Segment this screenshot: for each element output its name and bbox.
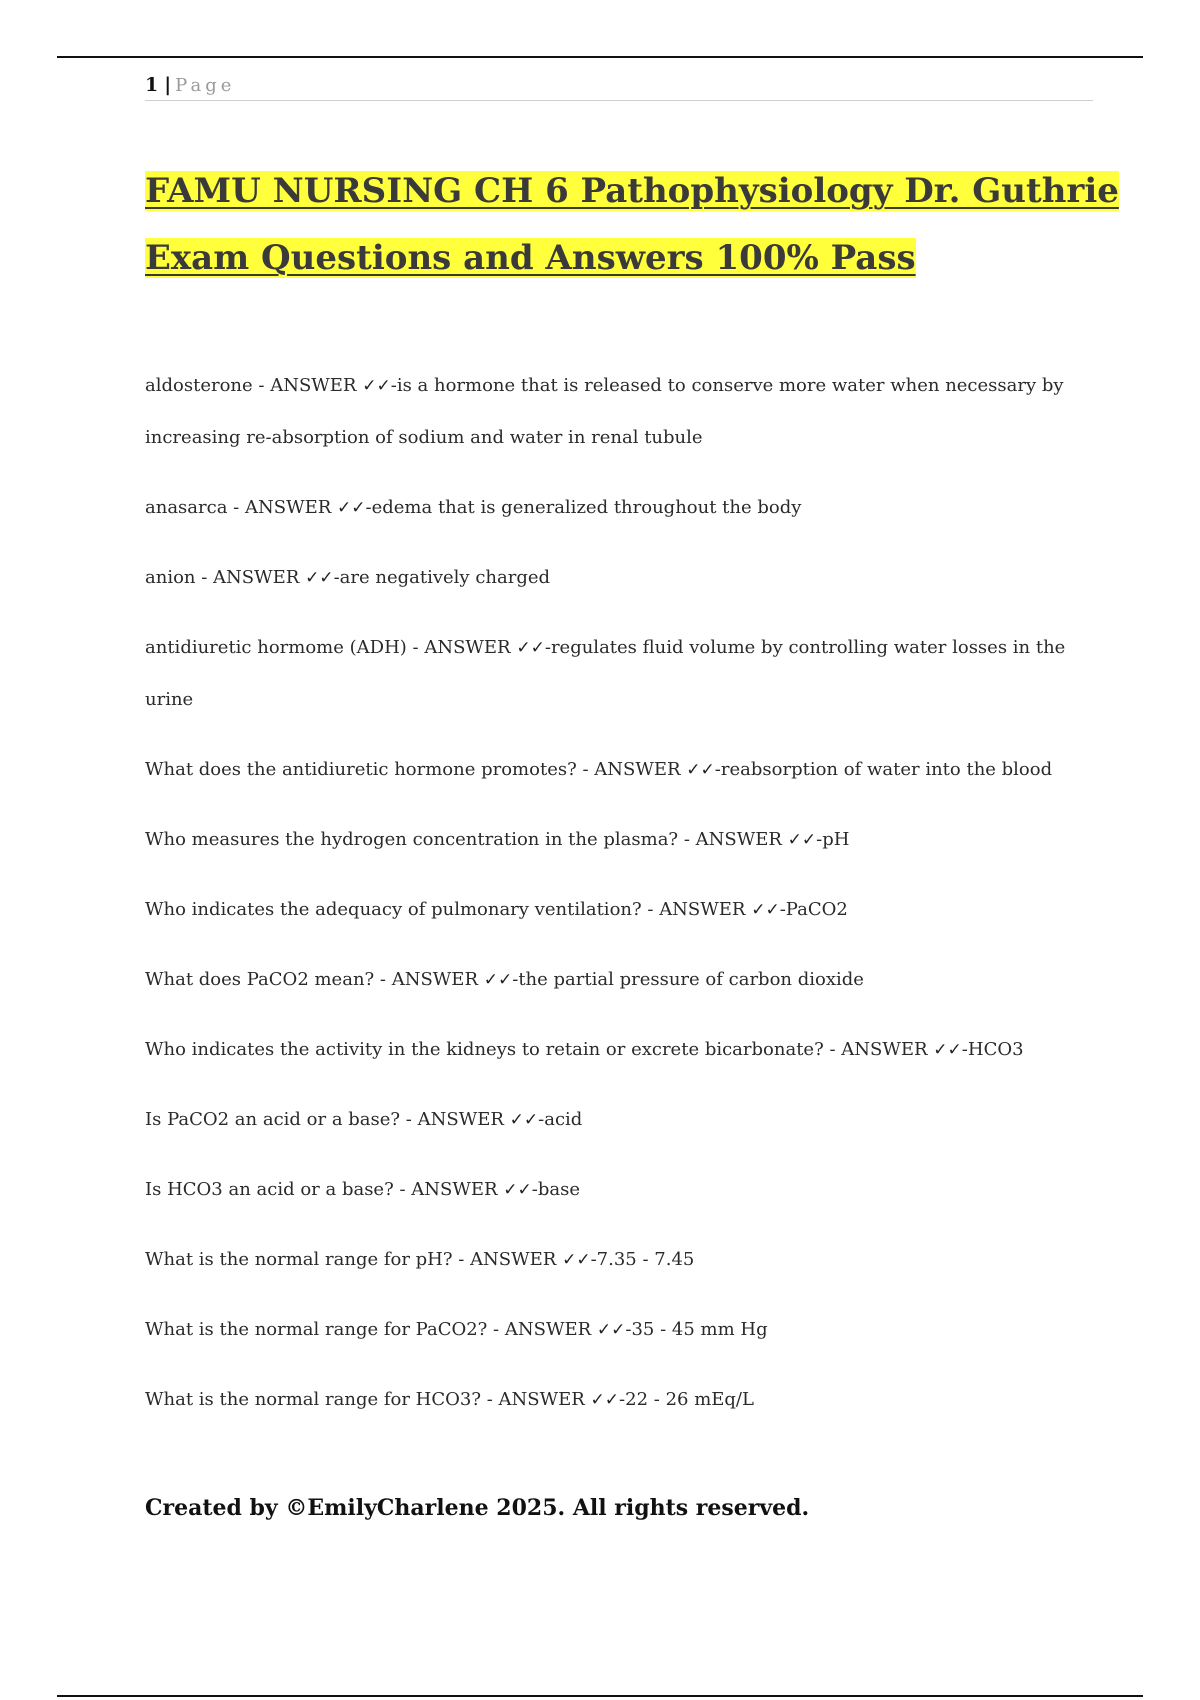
answer-label: ANSWER bbox=[594, 759, 681, 780]
page-separator: | bbox=[164, 74, 172, 96]
double-check-icon: ✓✓ bbox=[751, 900, 780, 920]
qa-answer: base bbox=[537, 1179, 581, 1200]
qa-item: What does the antidiuretic hormone promotes? - ANSWER ✓✓-reabsorption of water into the blood bbox=[145, 759, 1053, 780]
answer-label: ANSWER bbox=[244, 497, 332, 518]
qa-item: antidiuretic hormome (ADH) - ANSWER ✓✓-regulates fluid volume by controlling water losses in the urine bbox=[145, 637, 1066, 710]
page-number: 1 bbox=[145, 74, 159, 96]
double-check-icon: ✓✓ bbox=[562, 1250, 591, 1270]
qa-term: What is the normal range for HCO3? bbox=[145, 1389, 481, 1410]
qa-item: aldosterone - ANSWER ✓✓-is a hormone that is released to conserve more water when necessary by increasing re-absorption of sodium and water in renal tubule bbox=[145, 375, 1064, 448]
double-check-icon: ✓✓ bbox=[483, 970, 513, 990]
qa-term: What does PaCO2 mean? bbox=[145, 969, 375, 990]
double-check-icon: ✓✓ bbox=[787, 830, 817, 850]
qa-term: anion bbox=[145, 567, 196, 588]
answer-label: ANSWER bbox=[391, 969, 478, 990]
qa-item: Is PaCO2 an acid or a base? - ANSWER ✓✓-acid bbox=[145, 1109, 583, 1130]
qa-answer: edema that is generalized throughout the body bbox=[371, 497, 802, 518]
qa-answer: 7.35 - 7.45 bbox=[596, 1249, 695, 1270]
double-check-icon: ✓✓ bbox=[686, 760, 715, 780]
double-check-icon: ✓✓ bbox=[596, 1320, 626, 1340]
answer-label: ANSWER bbox=[498, 1389, 585, 1410]
qa-answer: is a hormone that is released to conserve more water when necessary by increasing re-absorption of sodium and water in renal tubule bbox=[145, 375, 1064, 448]
double-check-icon: ✓✓ bbox=[509, 1110, 539, 1130]
double-check-icon: ✓✓ bbox=[305, 568, 334, 588]
qa-term: What is the normal range for pH? bbox=[145, 1249, 453, 1270]
qa-term: What is the normal range for PaCO2? bbox=[145, 1319, 488, 1340]
answer-label: ANSWER bbox=[841, 1039, 928, 1060]
answer-label: ANSWER bbox=[659, 899, 746, 920]
qa-item: What is the normal range for pH? - ANSWER ✓✓-7.35 - 7.45 bbox=[145, 1249, 695, 1270]
qa-item: What does PaCO2 mean? - ANSWER ✓✓-the partial pressure of carbon dioxide bbox=[145, 969, 864, 990]
qa-answer: reabsorption of water into the blood bbox=[720, 759, 1053, 780]
qa-answer: the partial pressure of carbon dioxide bbox=[518, 969, 864, 990]
qa-item: anion - ANSWER ✓✓-are negatively charged bbox=[145, 567, 551, 588]
qa-answer: PaCO2 bbox=[785, 899, 848, 920]
qa-item: Is HCO3 an acid or a base? - ANSWER ✓✓-base bbox=[145, 1179, 581, 1200]
double-check-icon: ✓✓ bbox=[590, 1390, 620, 1410]
title-line-2 bbox=[145, 225, 1105, 292]
qa-answer: regulates fluid volume by controlling water losses in the urine bbox=[145, 637, 1066, 710]
qa-item: What is the normal range for PaCO2? - ANSWER ✓✓-35 - 45 mm Hg bbox=[145, 1319, 768, 1340]
qa-term: Is PaCO2 an acid or a base? bbox=[145, 1109, 401, 1130]
title-line-2-text: Exam Questions and Answers 100% Pass bbox=[145, 238, 916, 278]
bottom-rule bbox=[57, 1695, 1143, 1697]
document-title bbox=[145, 158, 1119, 292]
copyright-notice: Created by ©EmilyCharlene 2025. All rights reserved. bbox=[145, 1495, 810, 1521]
qa-term: What does the antidiuretic hormone promotes? bbox=[145, 759, 577, 780]
qa-answer: acid bbox=[544, 1109, 583, 1130]
qa-list bbox=[145, 360, 1075, 1444]
qa-term: anasarca bbox=[145, 497, 228, 518]
answer-label: ANSWER bbox=[504, 1319, 592, 1340]
double-check-icon: ✓✓ bbox=[933, 1040, 962, 1060]
qa-term: Who measures the hydrogen concentration in the plasma? bbox=[145, 829, 679, 850]
title-line-1 bbox=[145, 158, 1119, 225]
qa-answer: HCO3 bbox=[967, 1039, 1024, 1060]
double-check-icon: ✓✓ bbox=[503, 1180, 532, 1200]
qa-term: aldosterone bbox=[145, 375, 253, 396]
top-rule bbox=[57, 56, 1143, 58]
qa-item: Who indicates the activity in the kidneys to retain or excrete bicarbonate? - ANSWER ✓✓-HCO3 bbox=[145, 1039, 1024, 1060]
qa-answer: 35 - 45 mm Hg bbox=[631, 1319, 768, 1340]
answer-label: ANSWER bbox=[470, 1249, 557, 1270]
page-header bbox=[145, 70, 1093, 101]
qa-term: Who indicates the activity in the kidneys to retain or excrete bicarbonate? bbox=[145, 1039, 824, 1060]
double-check-icon: ✓✓ bbox=[337, 498, 366, 518]
qa-answer: are negatively charged bbox=[339, 567, 551, 588]
qa-answer: 22 - 26 mEq/L bbox=[625, 1389, 754, 1410]
answer-label: ANSWER bbox=[417, 1109, 504, 1130]
qa-term: Who indicates the adequacy of pulmonary ventilation? bbox=[145, 899, 642, 920]
qa-item: anasarca - ANSWER ✓✓-edema that is generalized throughout the body bbox=[145, 497, 802, 518]
qa-item: What is the normal range for HCO3? - ANSWER ✓✓-22 - 26 mEq/L bbox=[145, 1389, 754, 1410]
answer-label: ANSWER bbox=[270, 375, 357, 396]
qa-item: Who measures the hydrogen concentration in the plasma? - ANSWER ✓✓-pH bbox=[145, 829, 850, 850]
qa-term: Is HCO3 an acid or a base? bbox=[145, 1179, 394, 1200]
page-word: Page bbox=[175, 75, 236, 96]
answer-label: ANSWER bbox=[695, 829, 782, 850]
qa-item: Who indicates the adequacy of pulmonary ventilation? - ANSWER ✓✓-PaCO2 bbox=[145, 899, 848, 920]
double-check-icon: ✓✓ bbox=[516, 638, 545, 658]
answer-label: ANSWER bbox=[411, 1179, 498, 1200]
qa-answer: pH bbox=[822, 829, 850, 850]
title-line-1-text: FAMU NURSING CH 6 Pathophysiology Dr. Guthrie bbox=[145, 171, 1119, 211]
answer-label: ANSWER bbox=[213, 567, 300, 588]
qa-term: antidiuretic hormome (ADH) bbox=[145, 637, 407, 658]
answer-label: ANSWER bbox=[424, 637, 511, 658]
double-check-icon: ✓✓ bbox=[362, 376, 391, 396]
